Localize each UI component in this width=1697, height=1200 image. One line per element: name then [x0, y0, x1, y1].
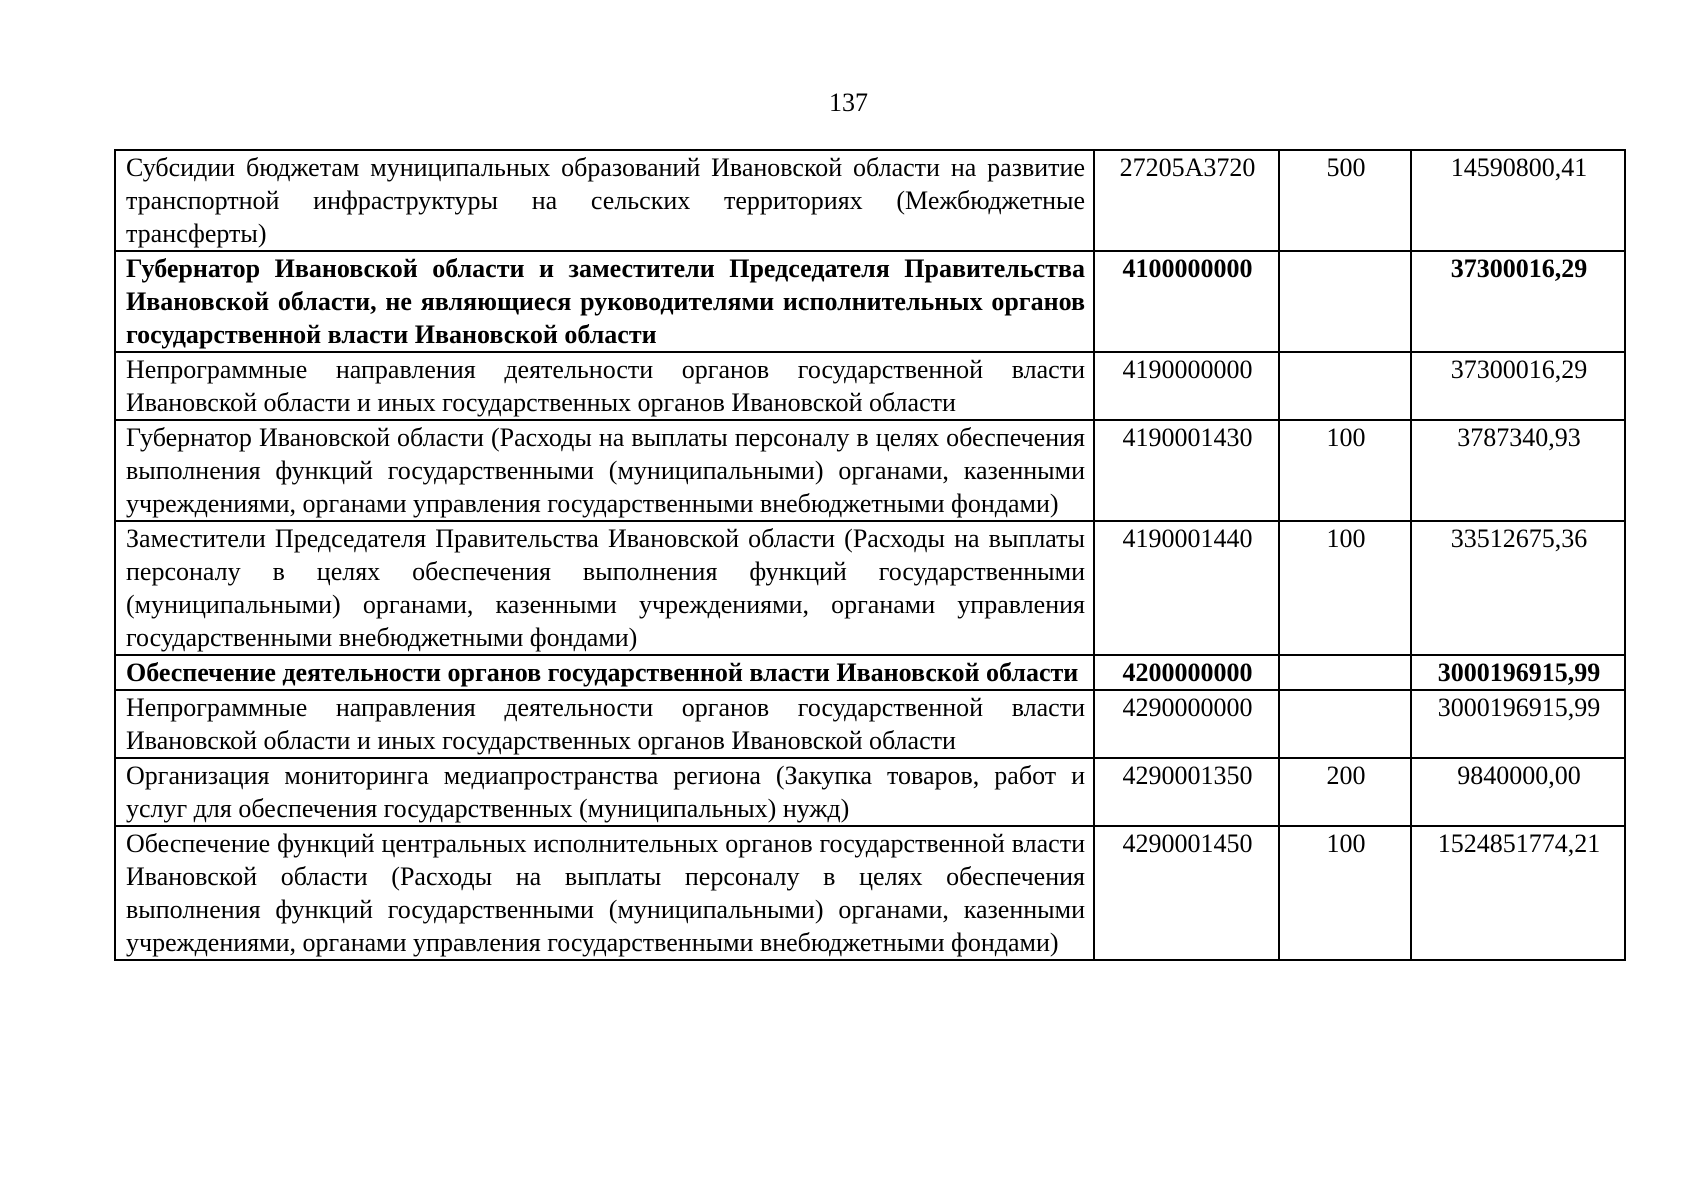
row-amount: 3787340,93 [1411, 420, 1625, 521]
row-name: Губернатор Ивановской области и заместители Председателя Правительства Ивановской области, не являющиеся руководителями исполнительных органов государственной власти Ивановской области [115, 251, 1094, 352]
row-expense-type: 100 [1279, 826, 1411, 960]
row-amount: 1524851774,21 [1411, 826, 1625, 960]
row-amount: 9840000,00 [1411, 758, 1625, 826]
row-name: Обеспечение функций центральных исполнительных органов государственной власти Ивановской области (Расходы на выплаты персоналу в целях обеспечения выполнения функций государственными (муниципальными) органами, казенными учреждениями, органами управления государственными внебюджетными фондами) [115, 826, 1094, 960]
table-row [115, 826, 1625, 960]
row-target-code: 27205А3720 [1094, 150, 1279, 251]
table-row [115, 420, 1625, 521]
table-row [115, 521, 1625, 655]
row-name: Заместители Председателя Правительства Ивановской области (Расходы на выплаты персоналу в целях обеспечения выполнения функций государственными (муниципальными) органами, казенными учреждениями, органами управления государственными внебюджетными фондами) [115, 521, 1094, 655]
table-row [115, 150, 1625, 251]
row-expense-type [1279, 655, 1411, 690]
row-expense-type: 100 [1279, 521, 1411, 655]
table-row [115, 690, 1625, 758]
row-expense-type: 500 [1279, 150, 1411, 251]
row-amount: 3000196915,99 [1411, 655, 1625, 690]
row-target-code: 4100000000 [1094, 251, 1279, 352]
row-expense-type [1279, 352, 1411, 420]
row-target-code: 4200000000 [1094, 655, 1279, 690]
row-expense-type: 100 [1279, 420, 1411, 521]
row-target-code: 4190000000 [1094, 352, 1279, 420]
row-target-code: 4290000000 [1094, 690, 1279, 758]
row-name: Обеспечение деятельности органов государственной власти Ивановской области [115, 655, 1094, 690]
row-amount: 37300016,29 [1411, 251, 1625, 352]
table-row [115, 251, 1625, 352]
row-target-code: 4190001430 [1094, 420, 1279, 521]
row-name: Непрограммные направления деятельности органов государственной власти Ивановской области и иных государственных органов Ивановской области [115, 352, 1094, 420]
row-amount: 14590800,41 [1411, 150, 1625, 251]
row-target-code: 4190001440 [1094, 521, 1279, 655]
row-target-code: 4290001450 [1094, 826, 1279, 960]
page-number: 137 [829, 88, 868, 117]
row-name: Субсидии бюджетам муниципальных образований Ивановской области на развитие транспортной инфраструктуры на сельских территориях (Межбюджетные трансферты) [115, 150, 1094, 251]
row-expense-type [1279, 690, 1411, 758]
row-expense-type [1279, 251, 1411, 352]
row-amount: 3000196915,99 [1411, 690, 1625, 758]
row-amount: 37300016,29 [1411, 352, 1625, 420]
table-row [115, 352, 1625, 420]
row-expense-type: 200 [1279, 758, 1411, 826]
table-row [115, 655, 1625, 690]
table-row [115, 758, 1625, 826]
row-amount: 33512675,36 [1411, 521, 1625, 655]
budget-table [114, 149, 1626, 961]
row-name: Организация мониторинга медиапространства региона (Закупка товаров, работ и услуг для обеспечения государственных (муниципальных) нужд) [115, 758, 1094, 826]
row-name: Непрограммные направления деятельности органов государственной власти Ивановской области и иных государственных органов Ивановской области [115, 690, 1094, 758]
row-name: Губернатор Ивановской области (Расходы на выплаты персоналу в целях обеспечения выполнения функций государственными (муниципальными) органами, казенными учреждениями, органами управления государственными внебюджетными фондами) [115, 420, 1094, 521]
row-target-code: 4290001350 [1094, 758, 1279, 826]
